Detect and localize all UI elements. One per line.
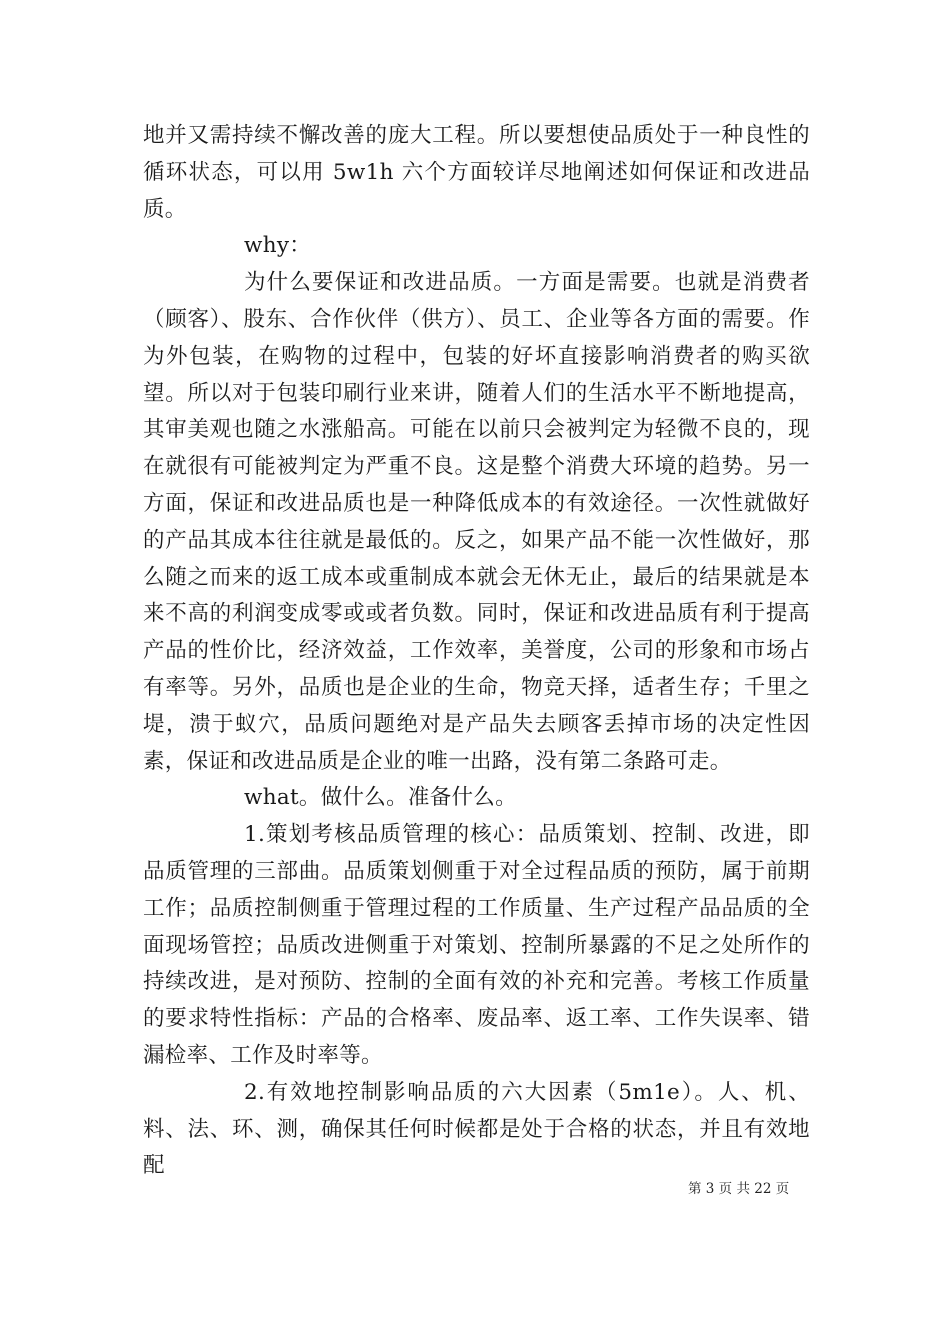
paragraph-why-body: 为什么要保证和改进品质。一方面是需要。也就是消费者（顾客）、股东、合作伙伴（供方）、员工、企业等各方面的需要。作为外包装，在购物的过程中，包装的好坏直接影响消费者的购买欲望。所以对于包装印刷行业来讲，随着人们的生活水平不断地提高，其审美观也随之水涨船高。可能在以前只会被判定为轻微不良的，现在就很有可能被判定为严重不良。这是整个消费大环境的趋势。另一方面，保证和改进品质也是一种降低成本的有效途径。一次性就做好的产品其成本往往就是最低的。反之，如果产品不能一次性做好，那么随之而来的返工成本或重制成本就会无休无止，最后的结果就是本来不高的利润变成零或或者负数。同时，保证和改进品质有利于提高产品的性价比，经济效益，工作效率，美誉度，公司的形象和市场占有率等。另外，品质也是企业的生命，物竞天择，适者生存；千里之堤，溃于蚁穴，品质问题绝对是产品失去顾客丢掉市场的决定性因素，保证和改进品质是企业的唯一出路，没有第二条路可走。 <box>143 270 810 774</box>
section-heading-what: what。做什么。准备什么。 <box>244 785 517 811</box>
section-heading-why: why： <box>244 233 312 259</box>
paragraph-item-1: 1.策划考核品质管理的核心：品质策划、控制、改进，即品质管理的三部曲。品质策划侧重于对全过程品质的预防，属于前期工作；品质控制侧重于管理过程的工作质量、生产过程产品品质的全面现场管控；品质改进侧重于对策划、控制所暴露的不足之处所作的持续改进，是对预防、控制的全面有效的补充和完善。考核工作质量的要求特性指标：产品的合格率、废品率、返工率、工作失误率、错漏检率、工作及时率等。 <box>143 822 810 1068</box>
document-body <box>143 118 810 1185</box>
page-number-footer: 第 3 页 共 22 页 <box>688 1181 790 1197</box>
paragraph-continuation: 地并又需持续不懈改善的庞大工程。所以要想使品质处于一种良性的循环状态，可以用 5w1h 六个方面较详尽地阐述如何保证和改进品质。 <box>143 123 810 222</box>
paragraph-item-2: 2.有效地控制影响品质的六大因素（5m1e）。人、机、料、法、环、测，确保其任何时候都是处于合格的状态，并且有效地配 <box>143 1079 810 1179</box>
